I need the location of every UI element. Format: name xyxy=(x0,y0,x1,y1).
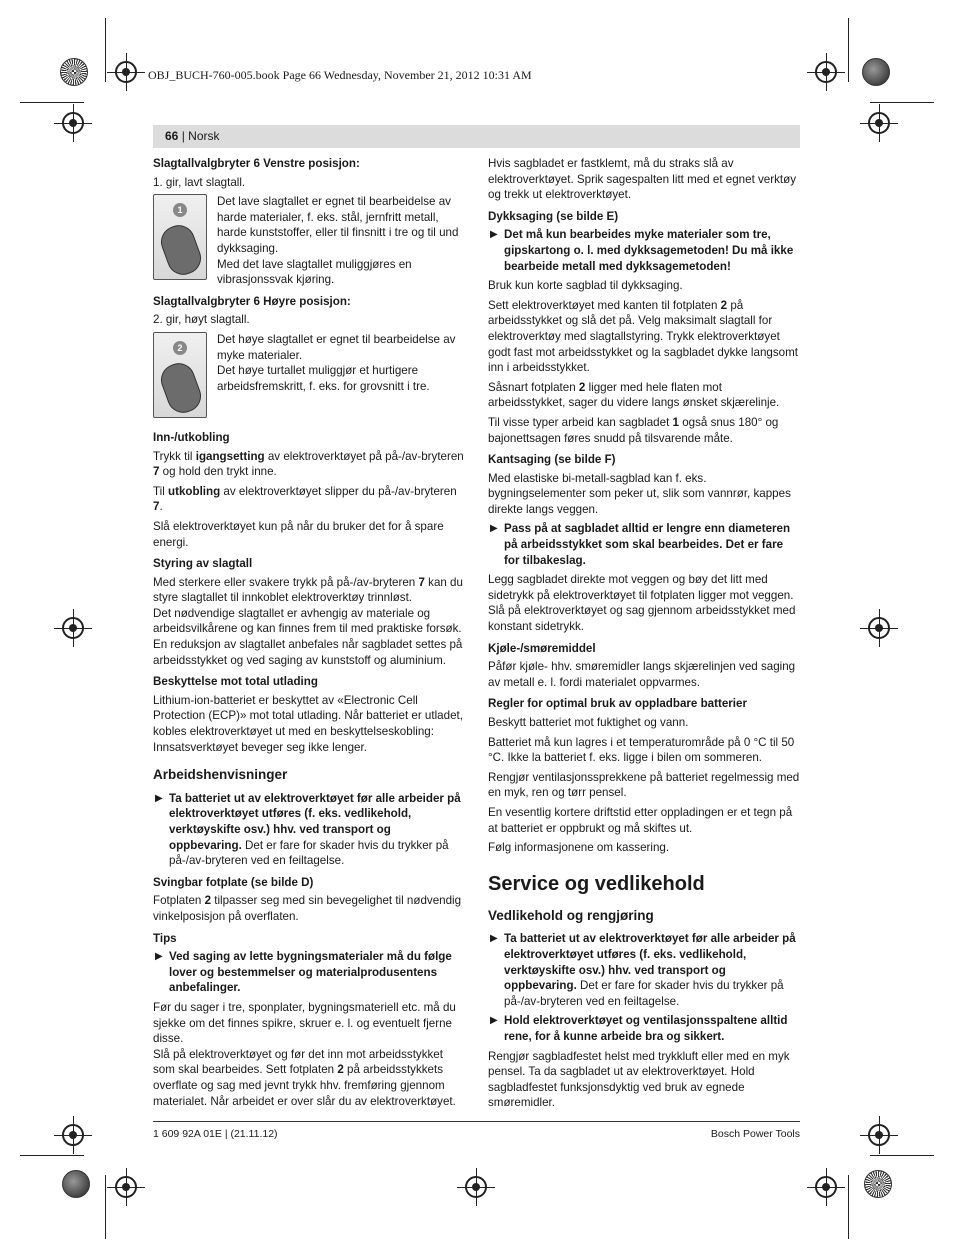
bullet-blade-length: ▶ Pass på at sagbladet alltid er lengre enn diameteren på arbeidsstykket som skal bearbeides. Det er fare for tilbakeslag. xyxy=(490,522,791,567)
figure-number-2: 2 xyxy=(173,341,187,355)
heading-left-position: Slagtallvalgbryter 6 Venstre posisjon: xyxy=(153,157,360,170)
bullet-maint-remove-battery: ▶ Ta batteriet ut av elektroverktøyet før alle arbeider på elektroverktøyet utføres (f. eks. vedlikehold, verktøyskifte osv.) hhv. ved transport og oppbevaring. Det er fare for skader hvis du trykker på på-/av-bryteren ved en feiltagelse. xyxy=(490,932,796,1008)
color-bar-marble-icon xyxy=(862,58,890,86)
battery-text-2: Batteriet må kun lagres i et temperaturområde på 0 °C til 50 °C. Ikke la batteriet f. eks. ligge i bilen om sommeren. xyxy=(488,735,795,765)
registration-mark-icon xyxy=(868,617,890,639)
heading-battery-rules: Regler for optimal bruk av oppladbare batterier xyxy=(488,697,747,711)
registration-mark-icon xyxy=(868,1124,890,1146)
file-info: OBJ_BUCH-760-005.book Page 66 Wednesday, November 21, 2012 10:31 AM xyxy=(148,68,532,82)
plunge-text-4: Til visse typer arbeid kan sagbladet 1 også snus 180° og bajonettsagen føres snudd på tilsvarende måte. xyxy=(488,415,779,445)
battery-text-4: En vesentlig kortere driftstid etter oppladingen er et tegn på at batteriet er oppbrukt og må skiftes ut. xyxy=(488,805,793,835)
heading-discharge-protection: Beskyttelse mot total utlading xyxy=(153,675,318,689)
heading-stroke-control: Styring av slagtall xyxy=(153,557,253,571)
coolant-text: Påfør kjøle- hhv. smøremidler langs skjærelinjen ved saging av metall e. l. fordi materialet oppvarmes. xyxy=(488,660,796,689)
control-text-1: Med sterkere eller svakere trykk på på-/av-bryteren 7 kan du styre slagtallet til innkoblet elektroverktøy trinnløst. xyxy=(153,575,463,605)
page-number: 66 xyxy=(165,129,179,143)
heading-working-advice: Arbeidshenvisninger xyxy=(153,767,288,783)
color-bar-star-icon xyxy=(60,58,88,86)
control-text-2: Det nødvendige slagtallet er avhengig av materiale og arbeidsvilkårene og kan finnes frem til med praktiske forsøk. xyxy=(153,606,462,636)
maintenance-text: Rengjør sagbladfestet helst med trykkluft eller med en myk pensel. Ta da sagbladet ut av elektroverktøyet. Hold sagbladfestet funksjonsdyktig ved bruk av egnede smøremidler. xyxy=(488,1049,790,1110)
bullet-arrow-icon: ▶ xyxy=(155,951,163,963)
registration-mark-icon xyxy=(115,61,137,83)
bullet-arrow-icon: ▶ xyxy=(490,229,498,241)
bullet-arrow-icon: ▶ xyxy=(490,933,498,945)
dial-icon xyxy=(156,359,205,418)
registration-mark-icon xyxy=(815,61,837,83)
bullet-remove-battery: ▶ Ta batteriet ut av elektroverktøyet før alle arbeider på elektroverktøyet utføres (f. eks. vedlikehold, verktøyskifte osv.) hhv. ved transport og oppbevaring. Det er fare for skader hvis du trykker på på-/av-bryteren ved en feiltagelse. xyxy=(155,791,461,868)
left-gear-text: 1. gir, lavt slagtall. xyxy=(153,175,246,189)
flush-text-2: Legg sagbladet direkte mot veggen og bøy det litt med sidetrykk på elektroverktøyet til fotplaten ligger mot veggen. Slå på elektroverktøyet og sag gjennom arbeidsstykket med konstant sidetrykk. xyxy=(488,573,796,634)
right-column xyxy=(488,156,800,1115)
right-gear-text: 2. gir, høyt slagtall. xyxy=(153,313,250,327)
foot-plate-text: Fotplaten 2 tilpasser seg med sin bevegelighet til nødvendig vinkelposisjon på overflaten. xyxy=(153,894,462,923)
plunge-text-3: Såsnart fotplaten 2 ligger med hele flaten mot arbeidsstykket, sager du videre langs ønsket skjærelinje. xyxy=(488,380,780,410)
off-text: Til utkobling av elektroverktøyet slipper du på-/av-bryteren 7. xyxy=(153,484,457,514)
control-text-3: En reduksjon av slagtallet anbefales når sagbladet settes på arbeidsstykket og ved saging av kunststoff og aluminium. xyxy=(153,638,463,667)
low-stroke-text-a: Det lave slagtallet er egnet til bearbeidelse av harde materialer, f. eks. stål, jernfritt metall, harde kunststoffer, eller til finsnitt i tre og til und dykksaging. xyxy=(217,195,459,255)
bullet-arrow-icon: ▶ xyxy=(490,1015,498,1027)
color-bar-star-icon xyxy=(864,1170,892,1198)
figure-row-low xyxy=(153,194,465,288)
header-separator: | xyxy=(178,129,189,143)
bullet-soft-materials: ▶ Det må kun bearbeides myke materialer som tre, gipskartong o. l. med dykksagemetoden! Du må ikke bearbeide metall med dykksagemetoden! xyxy=(490,228,794,273)
tips-text-1: Før du sager i tre, sponplater, bygningsmateriell etc. må du sjekke om det finnes spikre, skruer e. l. og eventuelt fjerne disse. xyxy=(153,1000,456,1046)
registration-mark-icon xyxy=(62,112,84,134)
heading-on-off: Inn-/utkobling xyxy=(153,430,230,444)
footer-brand: Bosch Power Tools xyxy=(710,1128,800,1140)
bullet-keep-clean: ▶ Hold elektroverktøyet og ventilasjonsspaltene alltid rene, for å kunne arbeide bra og sikkert. xyxy=(490,1014,788,1043)
registration-mark-icon xyxy=(62,1124,84,1146)
figure-row-high xyxy=(153,332,465,418)
battery-text-5: Følg informasjonene om kassering. xyxy=(488,841,670,855)
registration-mark-icon xyxy=(115,1176,137,1198)
registration-mark-icon xyxy=(868,112,890,134)
heading-maintenance: Vedlikehold og rengjøring xyxy=(488,907,654,923)
plunge-text-2: Sett elektroverktøyet med kanten til fotplaten 2 på arbeidsstykket og slå det på. Velg maksimalt slagtall for elektroverktøy med slagtallstyring. Trykk elektroverktøyet godt fast mot arbeidsstykket og la sagbladet dykke langsomt inn i arbeidsstykket. xyxy=(488,298,798,375)
registration-mark-icon xyxy=(815,1176,837,1198)
left-column xyxy=(153,156,465,1113)
heading-plunge-cutting: Dykksaging (se bilde E) xyxy=(488,209,619,223)
flush-text-1: Med elastiske bi-metall-sagblad kan f. eks. bygningselementer som peker ut, slik som vannrør, kappes direkte langs veggen. xyxy=(488,471,791,516)
heading-foot-plate: Svingbar fotplate (se bilde D) xyxy=(153,875,314,889)
figure-number-1: 1 xyxy=(173,203,187,217)
high-stroke-text-b: Det høye turtallet muliggjør et hurtigere arbeidsfremskritt, f. eks. for grovsnitt i tre. xyxy=(217,364,430,393)
footer-doc-number: 1 609 92A 01E | (21.11.12) xyxy=(153,1128,278,1140)
on-text: Trykk til igangsetting av elektroverktøyet på på-/av-bryteren 7 og hold den trykt inne. xyxy=(153,449,464,479)
battery-text-1: Beskytt batteriet mot fuktighet og vann. xyxy=(488,716,689,729)
protection-text: Lithium-ion-batteriet er beskyttet av «Electronic Cell Protection (ECP)» mot total utlading. Når batteriet er utladet, kobles elektroverktøyet ut med en beskyttelseskobling: Innsatsverktøyet beveger seg ikke lenger. xyxy=(153,693,463,754)
heading-flush-cutting: Kantsaging (se bilde F) xyxy=(488,453,616,467)
color-bar-marble-icon xyxy=(62,1170,90,1198)
page-header xyxy=(153,125,800,148)
bullet-building-materials: ▶ Ved saging av lette bygningsmaterialer må du følge lover og bestemmelser og materialprodusentens anbefalinger. xyxy=(155,950,452,995)
battery-text-3: Rengjør ventilasjonssprekkene på batteriet regelmessig med en myk, ren og tørr pensel. xyxy=(488,770,800,800)
heading-right-position: Slagtallvalgbryter 6 Høyre posisjon: xyxy=(153,294,351,308)
registration-mark-icon xyxy=(465,1176,487,1198)
plunge-text-1: Bruk kun korte sagblad til dykksaging. xyxy=(488,279,683,293)
heading-tips: Tips xyxy=(153,931,177,945)
high-stroke-text-a: Det høye slagtallet er egnet til bearbeidelse av myke materialer. xyxy=(217,332,456,362)
energy-text: Slå elektroverktøyet kun på når du bruker det for å spare energi. xyxy=(153,519,444,549)
heading-service: Service og vedlikehold xyxy=(488,872,705,895)
bullet-arrow-icon: ▶ xyxy=(155,792,163,804)
tips-text-2: Slå på elektroverktøyet og før det inn mot arbeidsstykket som skal bearbeides. Sett fotplaten 2 på arbeidsstykkets overflate og sag med jevnt trykk hhv. fremføring gjennom materialet. Når arbeidet er over slår du av elektroverktøyet. xyxy=(153,1047,456,1108)
low-stroke-text-b: Med det lave slagtallet muliggjøres en vibrasjonssvak kjøring. xyxy=(217,257,412,287)
stuck-blade-text: Hvis sagbladet er fastklemt, må du straks slå av elektroverktøyet. Sprik sagespalten litt med et egnet verktøy og trekk ut elektroverktøyet. xyxy=(488,157,797,202)
header-language: Norsk xyxy=(188,129,220,143)
heading-coolant: Kjøle-/smøremiddel xyxy=(488,641,596,655)
footer-rule xyxy=(153,1121,800,1122)
bullet-arrow-icon: ▶ xyxy=(490,523,498,535)
switch-figure-1 xyxy=(153,194,207,280)
dial-icon xyxy=(156,221,205,280)
registration-mark-icon xyxy=(62,617,84,639)
switch-figure-2 xyxy=(153,332,207,418)
